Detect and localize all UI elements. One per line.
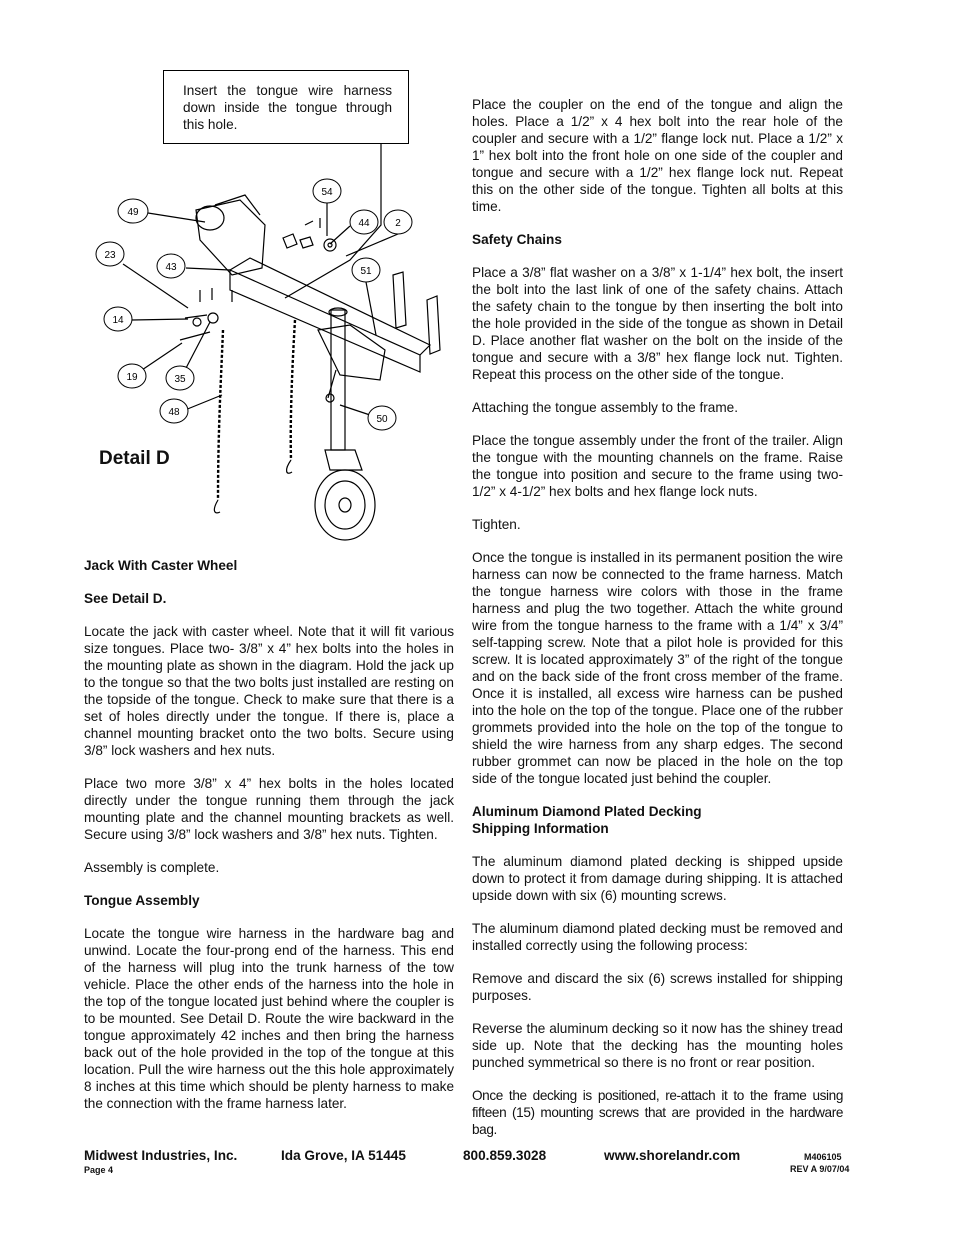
paragraph: Place the coupler on the end of the tongue and align the holes. Place a 1/2” x 4 hex bolt into the rear hole of the coupler and secure with a 1/2” flange lock nut. Place a 1/2” x 1” hex bolt into the front hole on one side of the coupler and tongue and secure with a 1/2” hex flange lock nut. Repeat this on the other side of the tongue. Tighten all bolts at this time. <box>472 97 843 214</box>
heading-shipping: Shipping Information <box>472 821 609 836</box>
part-num: 50 <box>376 414 388 425</box>
footer-website: www.shorelandr.com <box>604 1148 741 1163</box>
paragraph: Place two more 3/8” x 4” hex bolts in the holes located directly under the tongue running them through the jack mounting plate and the channel mounting brackets as well. Secure using 3/8” lock washers and 3/8” hex nuts. Tighten. <box>84 776 454 842</box>
left-column <box>84 557 454 1128</box>
part-num: 44 <box>358 218 370 229</box>
paragraph: Once the tongue is installed in its permanent position the wire harness can now be connected to the frame harness. Match the tongue harness wire colors with those in the frame harness and plug the two together. Attach the white ground wire from the tongue harness to the frame with a 1/4” x 3/4” self-tapping screw. Note that a pilot hole is provided for this screw. It is located approximately 3” of the right of the tongue and on the back side of the front cross member of the frame. Once it is installed, all excess wire harness can be pushed into the hole on the top of the tongue. Place one of the rubber grommets provided into the hole on the top of the tongue to shield the wire harness from any sharp edges. The second rubber grommet can now be placed in the hole on the top side of the tongue located just behind the coupler. <box>472 550 843 786</box>
footer-page: Page 4 <box>84 1165 114 1175</box>
diagram-callout: Insert the tongue wire harness down inside the tongue through this hole. <box>163 70 409 144</box>
heading-see-detail: See Detail D. <box>84 591 167 606</box>
footer-doc-number: M406105 <box>804 1152 842 1162</box>
part-num: 43 <box>165 262 177 273</box>
paragraph: Once the decking is positioned, re-attach it to the frame using fifteen (15) mounting screws that are provided in the hardware bag. <box>472 1088 843 1137</box>
part-num: 35 <box>174 374 186 385</box>
footer-company: Midwest Industries, Inc. <box>84 1148 238 1163</box>
paragraph: Locate the jack with caster wheel. Note that it will fit various size tongues. Place two- 3/8” x 4” hex bolts into the holes in the mounting plate as shown in the diagram. Hold the jack up to the tongue so that the two bolts just installed are resting on the topside of the tongue. Check to make sure that there is a set of holes directly under the tongue. If there is, place a channel mounting bracket onto the two bolts. Secure using 3/8” lock washers and hex nuts. <box>84 624 454 758</box>
heading-aluminum: Aluminum Diamond Plated Decking <box>472 804 702 819</box>
part-num: 14 <box>112 315 124 326</box>
paragraph: Attaching the tongue assembly to the frame. <box>472 400 738 415</box>
part-num: 19 <box>126 372 138 383</box>
paragraph: Assembly is complete. <box>84 860 220 875</box>
footer-phone: 800.859.3028 <box>463 1148 547 1163</box>
paragraph: Place a 3/8” flat washer on a 3/8” x 1-1/4” hex bolt, the insert the bolt into the last link of one of the safety chains. Attach the safety chain to the tongue by then inserting the bolt into the hole provided in the side of the tongue as shown in Detail D. Place another flat washer on the bolt on the inside of the tongue and secure with a 3/8” hex flange lock nut. Tighten. Repeat this process on the other side of the tongue. <box>472 265 843 382</box>
part-num: 2 <box>395 218 401 229</box>
part-num: 23 <box>104 250 116 261</box>
detail-label: Detail D <box>99 448 170 469</box>
heading-tongue: Tongue Assembly <box>84 893 200 908</box>
right-column <box>472 96 843 1154</box>
heading-safety-chains: Safety Chains <box>472 232 562 247</box>
heading-jack: Jack With Caster Wheel <box>84 558 238 573</box>
paragraph: Remove and discard the six (6) screws installed for shipping purposes. <box>472 971 843 1003</box>
paragraph: Reverse the aluminum decking so it now has the shiney tread side up. Note that the decking has the mounting holes punched symmetrical so there is no front or rear position. <box>472 1021 843 1070</box>
paragraph: The aluminum diamond plated decking must be removed and installed correctly using the following process: <box>472 921 843 953</box>
part-num: 49 <box>127 207 139 218</box>
footer-city: Ida Grove, IA 51445 <box>281 1148 406 1163</box>
part-num: 54 <box>321 187 333 198</box>
paragraph: Place the tongue assembly under the front of the trailer. Align the tongue with the mounting channels on the frame. Raise the tongue into position and secure to the frame using two- 1/2” x 4-1/2” hex bolts and hex flange lock nuts. <box>472 433 843 499</box>
footer-revision: REV A 9/07/04 <box>790 1164 850 1174</box>
part-num: 51 <box>360 266 372 277</box>
paragraph: The aluminum diamond plated decking is shipped upside down to protect it from damage during shipping. It is attached upside down with six (6) mounting screws. <box>472 854 843 903</box>
paragraph: Locate the tongue wire harness in the hardware bag and unwind. Locate the four-prong end of the harness. This end of the harness will plug into the trunk harness of the tow vehicle. Place the other ends of the harness into the hole in the top of the tongue located just behind where the coupler is to be mounted. See Detail D. Route the wire backward in the tongue approximately 42 inches and then bring the harness back out of the hole provided in the top of the tongue at this location. Pull the wire harness out the this hole approximately 8 inches at this time which should be plenty harness to make the connection with the frame harness later. <box>84 926 454 1111</box>
paragraph: Tighten. <box>472 517 521 532</box>
part-num: 48 <box>168 407 180 418</box>
